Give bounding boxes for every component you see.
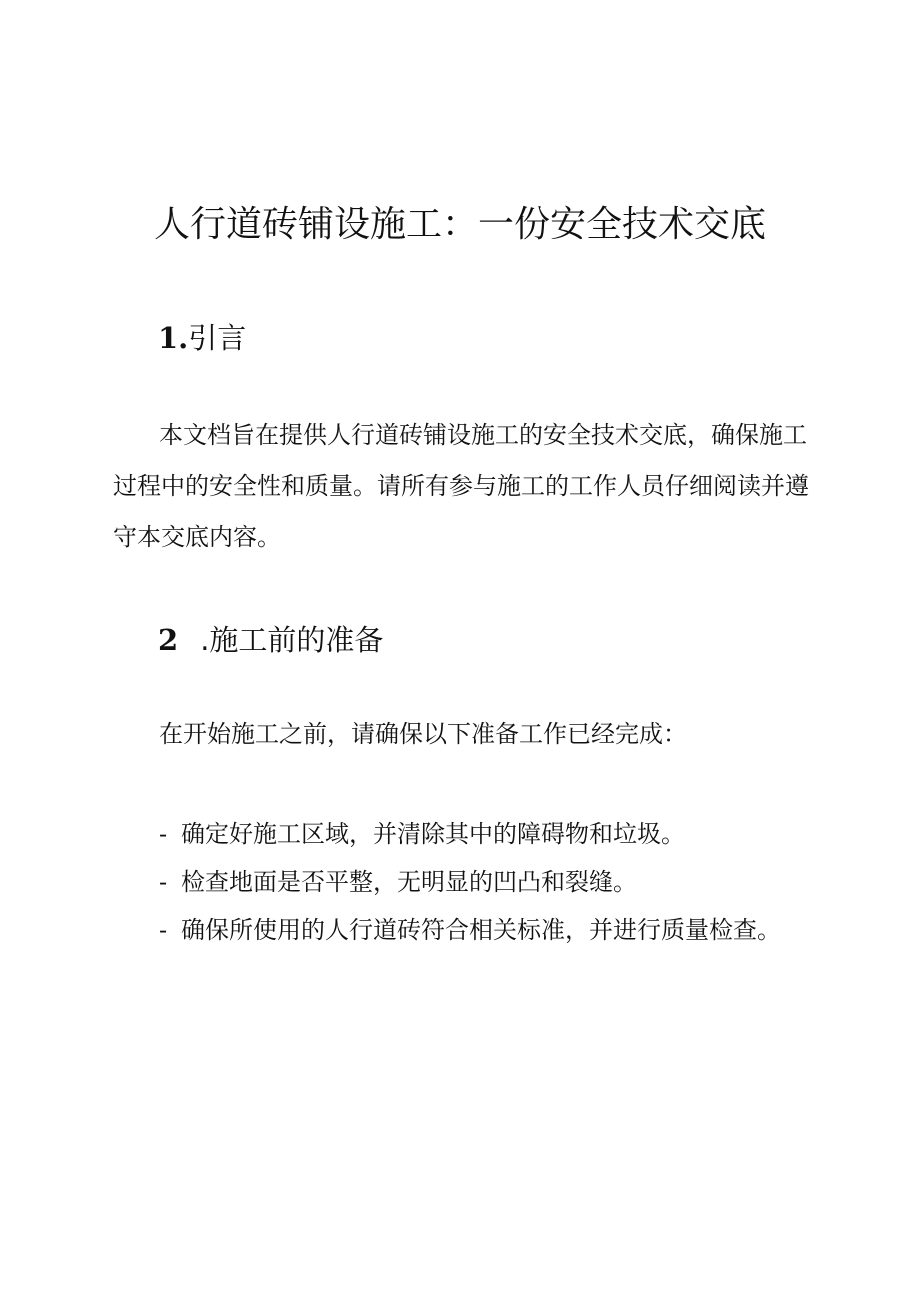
section-1-heading <box>158 318 246 358</box>
list-item-text: 确保所使用的人行道砖符合相关标准，并进行质量检查。 <box>181 916 781 944</box>
list-item-text: 检查地面是否平整，无明显的凹凸和裂缝。 <box>181 868 637 896</box>
list-item <box>159 810 781 858</box>
list-item <box>159 906 781 954</box>
list-item-text: 确定好施工区域，并清除其中的障碍物和垃圾。 <box>181 820 685 848</box>
section-2-heading <box>158 620 383 660</box>
section-2-number: 2 <box>158 623 179 657</box>
section-2-title: .施工前的准备 <box>200 623 384 657</box>
section-1-number: 1. <box>158 321 189 355</box>
bullet-marker: - <box>159 820 168 848</box>
section-1-title: 引言 <box>188 321 247 355</box>
section-1-paragraph: 本文档旨在提供人行道砖铺设施工的安全技术交底，确保施工过程中的安全性和质量。请所有参与施工的工作人员仔细阅读并遵守本交底内容。 <box>113 421 809 551</box>
preparation-list <box>159 810 781 954</box>
document-title: 人行道砖铺设施工：一份安全技术交底 <box>153 204 766 245</box>
section-2-lead: 在开始施工之前，请确保以下准备工作已经完成： <box>159 720 687 748</box>
bullet-marker: - <box>159 868 168 896</box>
bullet-marker: - <box>159 916 168 944</box>
list-item <box>159 858 781 906</box>
